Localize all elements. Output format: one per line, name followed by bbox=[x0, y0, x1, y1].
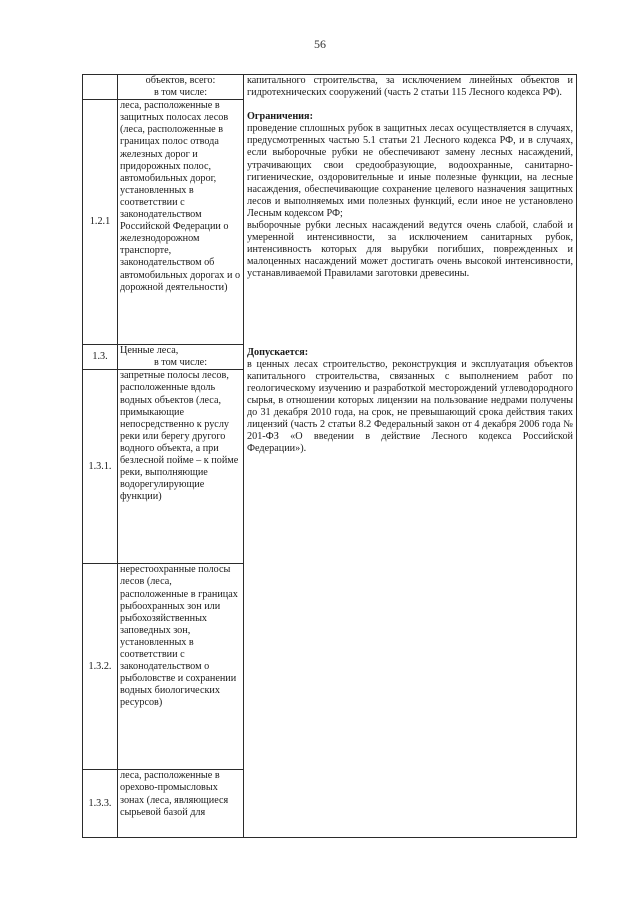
row-number-cell: 1.3.2. bbox=[83, 564, 118, 770]
row-name-line: в том числе: bbox=[153, 357, 208, 369]
row-name-cell: нерестоохранные полосы лесов (леса, расположенные в границах рыбоохранных зон или рыбохозяйственных заповедных зон, установленных в соответствии с законодательством о рыболовстве и сохранении водных биологических ресурсов) bbox=[118, 564, 244, 770]
row-name-cell: запретные полосы лесов, расположенные вдоль водных объектов (леса, примыкающие непосредственно к руслу реки или берегу другого водного объекта, а при безлесной пойме – к пойме реки, выполняющие водорегулирующие функции) bbox=[118, 370, 244, 564]
restrictions-paragraph: проведение сплошных рубок в защитных лесах осуществляется в случаях, предусмотренных частью 5.1 статьи 21 Лесного кодекса РФ, и в случаях, если выборочные рубки не обеспечивают замену лесных насаждений, утрачивающих свои средообразующие, водоохранные, санитарно-гигиенические, оздоровительные и иные полезные функции, на лесные насаждения, обеспечивающие сохранение целевого назначения защитных лесов и выполняемых ими полезных функций, если иное не установлено Лесным кодексом РФ; bbox=[247, 123, 573, 219]
row-number-cell bbox=[83, 75, 118, 100]
allowed-paragraph: в ценных лесах строительство, реконструкция и эксплуатация объектов капитального строительства, связанных с выполнением работ по геологическому изучению и разработкой месторождений углеводородного сырья, в отношении которых лицензии на пользование недрами получены до 31 декабря 2010 года, на срок, не превышающий срока действия таких лицензий (часть 2 статьи 8.2 Федеральный закон от 4 декабря 2006 года № 201-ФЗ «О введении в действие Лесного кодекса Российской Федерации»). bbox=[247, 358, 573, 455]
row-description-cell bbox=[244, 345, 577, 838]
row-name-line: в том числе: bbox=[153, 87, 208, 99]
restrictions-paragraph: выборочные рубки лесных насаждений ведутся очень слабой, слабой и умеренной интенсивности, за исключением санитарных рубок, интенсивность которых для вырубки погибших, поврежденных и малоценных насаждений может достигать очень высокой интенсивности, устанавливаемой Правилами заготовки древесины. bbox=[247, 220, 573, 280]
table-row bbox=[83, 75, 577, 100]
row-number-cell: 1.2.1 bbox=[83, 100, 118, 345]
row-name-cell bbox=[118, 345, 244, 370]
row-name-cell bbox=[118, 75, 244, 100]
row-number-cell: 1.3.1. bbox=[83, 370, 118, 564]
row-number-cell: 1.3.3. bbox=[83, 770, 118, 838]
description-paragraph: капитального строительства, за исключением линейных объектов и гидротехнических сооружений (часть 2 статьи 115 Лесного кодекса РФ). bbox=[247, 75, 573, 99]
row-name-line: объектов, всего: bbox=[145, 75, 216, 86]
row-name-line: Ценные леса, bbox=[120, 345, 179, 357]
row-description-cell bbox=[244, 75, 577, 345]
row-number-cell: 1.3. bbox=[83, 345, 118, 370]
page-number: 56 bbox=[314, 37, 326, 51]
row-name-cell: леса, расположенные в орехово-промысловых зонах (леса, являющиеся сырьевой базой для bbox=[118, 770, 244, 838]
allowed-heading: Допускается: bbox=[247, 346, 309, 358]
row-name-cell: леса, расположенные в защитных полосах лесов (леса, расположенные в границах полос отвода железных дорог и придорожных полос, автомобильных дорог, установленных в соответствии с законодательством Российской Федерации о железнодорожном транспорте, законодательством об автомобильных дорогах и о дорожной деятельности) bbox=[118, 100, 244, 345]
restrictions-heading: Ограничения: bbox=[247, 111, 313, 123]
forest-regulations-table bbox=[82, 74, 577, 838]
table-row bbox=[83, 345, 577, 370]
